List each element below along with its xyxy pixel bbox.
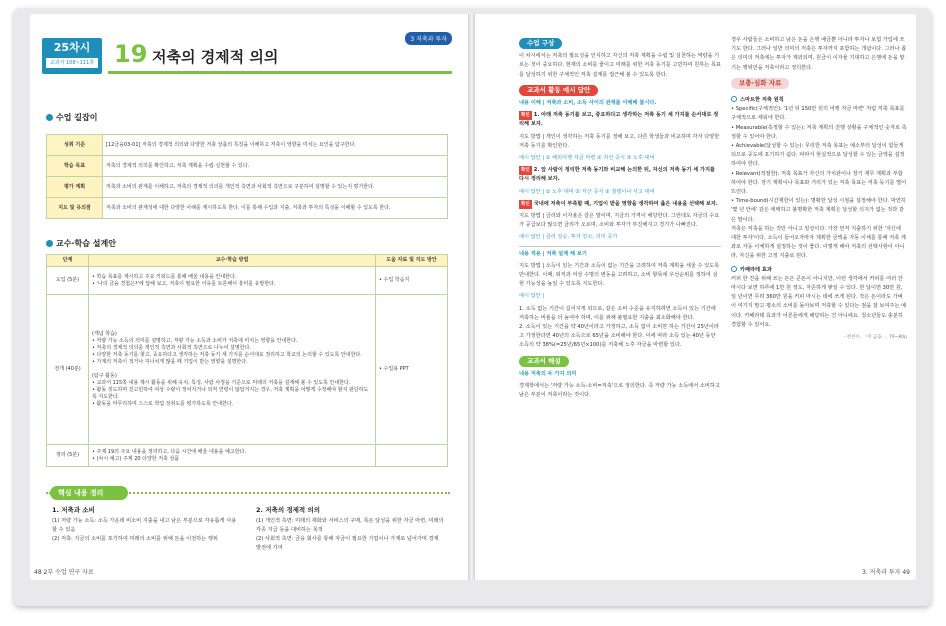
bullet-icon: [46, 114, 53, 121]
circle-icon: [731, 96, 737, 102]
summary-col-2: 2. 저축의 경제적 의의 (1) 개인적 측면: 미래의 재화와 서비스의 구매, 목돈 달성을 위한 자금 마련, 미래의 각종 지급 등을 대비하는 목적 (2) 사회적 측면: 금융 회사를 통해 자금이 필요한 기업이나 가계로 넘어가며 경제 발전에 기여: [256, 506, 444, 551]
goals-heading: 수업 길잡이: [46, 112, 97, 123]
table-row: 정리 (5분) • 주제 19의 주요 내용을 정리하고, 다음 시간에 배울 내용을 예고한다. • (차시 예고) 주제 20 다양한 저축 상품: [47, 445, 448, 467]
table-row: 도입 (5분) • 학습 목표를 제시하고 주요 키워드를 통해 배울 내용을 안내한다. • '나의 금융 경험은?'에 답해 보고, 저축이 필요한 이유를 토론해서 흥미를 유발한다. • 수업 학습지: [47, 267, 448, 295]
book-gutter: [468, 14, 475, 580]
answers-label: 교과서 활동 예시 답안: [519, 85, 598, 96]
right-footer: 3. 저축과 투자 49: [861, 569, 910, 576]
lesson-number: 25차시: [53, 41, 91, 54]
right-column-1: 수업 구상 이 차시에서는 저축의 필요성을 인식하고 자신의 저축 계획을 수립 및 실천하는 역량을 기르는 것이 중요하다. 현재의 소비를 줄이고 미래를 위한 저축 동기를 고민하여 원하는 목표를 달성하기 위한 구체적인 저축 설계를 접근해 볼 수 있도록 한다. 교과서 활동 예시 답안 내용 이해 | 저축과 소비, 소득 사이의 관계를 이해해 봅시다. 확인 1. 아래 저축 동기를 보고, 중요하다고 생각하는 저축 동기 세 가지를 순서대로 정리해 보자. 지도 방법 | 개인이 생각하는 저축 동기를 정해 보고, 다른 학생들과 비교하며 각자 다양한 저축 동기를 확인한다. 예시 답안 | ① 해외여행 자금 마련 ② 자산 증식 ③ 노후 대비 확인 2. 앞 사람이 정리한 저축 동기와 비교해 논의한 뒤, 자신의 저축 동기 세 가지를 다시 정리해 보자. 예시 답안 | ① 노후 대비 ② 자산 증식 ③ 질병이나 사고 대비 확인 국내에 저축이 부족할 때, 기업이 받을 영향을 생각하여 옳은 내용을 선택해 보자. 지도 방법 | 금리와 이자율은 같은 말이며, 지금의 가격이 해당한다. 그런데도 자금의 수요가 공급보다 많으면 금리가 오르며, 소비와 투자가 부진해지고 경기가 나빠진다. 예시 답안 | 금리 상승, 투자 감소, 의미 증가 내용 적용 | 저축 설계 해 보기 지도 방법 | 소득이 있는 기간과 소득이 없는 기간을 고려하여 저축 계획을 세울 수 있도록 안내한다. 이때, 퇴직과 여상 수명의 변동을 고려하고, 소비 항목에 우선순위를 정하여 실현 가능성을 높일 수 있도록 지도한다. 예시 답안 | 1. 소득 없는 기간이 길어지게 되므로, 같은 소비 수준을 유지하려면 소득이 있는 기간에 저축하는 비율을 더 높여야 하며, 이를 위해 불필요한 지출을 최소화해야 한다. 2. 소득이 있는 기간을 약 40년이라고 가정하고, 소득 없이 소비만 하는 기간이 25년이라고 가정한다면 40년의 소득으로 65년을 소비해야 한다. 이에 따라 소득 있는 40년 동안 소득의 약 38%(=25년/65년×100)를 저축해 노후 자금을 마련할 있다. 교과서 해설 내용 저축의 두 가지 의미 경제학에서는 '저량 가능 소득-소비=저축'으로 정의한다. 즉 저량 가능 소득에서 소비하고 남은 부분이 저축이라는 것이다.: [519, 39, 721, 399]
check-icon: 확인: [519, 166, 532, 175]
check-icon: 확인: [519, 111, 532, 120]
page-title: 저축의 경제적 의의: [152, 48, 279, 66]
subhead-smart: 스마트한 저축 원칙: [731, 96, 907, 105]
methods-heading: 교수·학습 설계안: [46, 238, 116, 249]
lesson-range: 교과서 108~111쪽: [46, 58, 98, 68]
methods-table: [46, 254, 448, 467]
supplement-label: 보충·심화 자료: [731, 78, 789, 89]
table-header-row: 단계 교수·학습 방법 도움 자료 및 지도 방안: [47, 255, 448, 267]
left-page: [30, 14, 468, 580]
table-row: 성취 기준 [12금융03-01] 저축의 경제적 의의와 다양한 저축 상품의 특징을 이해하고 저축이 영향을 미치는 요인을 탐구한다.: [47, 135, 448, 156]
summary-col-1: 1. 저축과 소비 (1) 저량 가능 소득: 소득 가운데 비소비 지출을 내고 남은 부분으로 자유롭게 사용할 수 있음 (2) 저축: 지금의 소비를 포기하여 미래의 소비를 위해 돈을 이전하는 행위: [52, 506, 237, 542]
table-row: 지도 및 유의점 저축과 소비의 관계성에 대한 다양한 사례를 제시하도록 한다. 이를 통해 수입과 지출, 저축과 투자의 특성을 이해할 수 있도록 한다.: [47, 198, 448, 219]
subhead-latte: 카페라테 효과: [731, 266, 907, 275]
bullet-icon: [46, 240, 53, 247]
table-row: 학습 목표 저축의 경제적 의의를 확인하고, 저축 계획을 수립·실천할 수 있다.: [47, 156, 448, 177]
circle-icon: [731, 266, 737, 272]
table-row: 평가 계획 저축과 소비의 관계를 이해하고, 저축의 경제적 의의를 개인적 측면과 사회적 측면으로 구분하여 설명할 수 있는지 평가한다.: [47, 177, 448, 198]
summary-box: [46, 492, 450, 562]
title-bar: [108, 38, 452, 74]
right-column-2: 경우 사람들은 소비하고 남은 돈을 은행 예금뿐 아니라 투자나 보험 가입에 쓰기도 한다. 그러나 일반 의미의 저축은 투자까지 포함하는 개념이다. 그러나 좁은 의미의 저축에는 투자가 제외되며, 원금이 이자율 기대하고 은행에 돈을 맡기는 행위만을 저축이라고 정의한다. 보충·심화 자료 스마트한 저축 원칙 • Specific(구체적인): '1년 뒤 150만 원의 여행 자금 마련' 처럼 저축 목표를 구체적으로 세워야 한다. • Measurable(측정할 수 있는): 저축 계획의 진행 상황을 구체적인 숫자로 측정할 수 있어야 한다. • Achievable(달성할 수 있는): 무리한 저축 목표는 예소부터 달성이 힘들게 되므로 중도에 포기하기 쉽다. 따라서 현실적으로 달성할 수 있는 금액을 설정하여야 한다. • Relevant(적절한): 저축 목표가 자신의 가치관이나 장기 재무 계획과 부합하여야 한다. 장기 계획이나 목표와 거리가 있는 저축 목표는 저축 동기를 떨어뜨린다. • Time-bound(시간제한이 있는): 명확한 달성 시점을 설정해야 한다. 막연히 '몇 년 안에' 같은 애매하고 불명확한 저축 계획은 달성할 의지가 없는 것과 같은 말이다. 저축은 저축을 하는 것만 아니고 일상이다. 가장 먼저 지출하기 위한 '자신에 대한 투자'이다. 소득이 들어오자마자 계획한 금액을 자동 이체를 통해 저축 계좌로 자동 이체하게 설정하는 것이 좋다. 이렇게 해야 저축의 선택사항이 아니라, 자신을 위한 고정 지출로 된다. 카페라테 효과 커피 한 잔을 위해 쓰는 돈은 큰돈이 아니지만, 이런 생각에서 커피를 여러 잔 마시다 보면 하루에 1만 원 정도, 자존하게 쌓일 수 있다. 한 달이면 30만 원, 일 년이면 무려 360만 원을 커피 마시는 데에 쓰게 된다. 작은 돈이라도 가벼이 여기지 말고 평소의 소비를 돌아보며 저축할 수 있다는 점을 잘 보여주는 예이다. 카페라테 효과가 어른들에게 해당하는 건 아니에요. 청소년들도 충분히 경험할 수 있어요. - 천천수, 「이 금융」, 79~80p: [731, 37, 907, 341]
goals-table: [46, 134, 448, 219]
summary-label: 핵심 내용 정리: [50, 486, 128, 500]
topic-number: 19: [114, 40, 148, 68]
textbook-label: 교과서 해설: [519, 356, 569, 367]
right-page: [475, 14, 916, 580]
plan-label: 수업 구상: [519, 38, 562, 49]
lesson-badge: [42, 38, 102, 74]
divider: [519, 246, 721, 247]
table-row: 전개 (40분) (개념 학습) • 저량 가능 소득의 의미를 설명하고, 저량 가능 소득과 소비가 저축에 미치는 영향을 안내한다. • 저축의 경제적 의의를 개인적 측면과 사회적 측면으로 나누어 설명한다. • 다양한 저축 동기를 찾고, 중요하다고 생각하는 저축 동기 세 가지를 순서대로 정리하고 학교의 논의할 수 있도록 안내한다. • 가계의 저축이 적거나 지나치게 많을 때 기업이 받는 영향을 설명한다. (탐구 활동) • 교과서 115쪽 내용 제시 활동을 위해 유치, 특징, 사람 사정을 기준으로 미래의 저축을 설계해 볼 수 있도록 안내한다. • 활동 짓도하며 친고민하여 여상 수량이 정어지거나 되직 연령이 않답겨지는 경우, 저축 계획을 어떻게 수정해야 할지 판단하도록 지도한다. • 활동을 마무리하며 스스로 학업 성취도를 평가하도록 안내한다. • 수업용 PPT: [47, 295, 448, 445]
left-footer: 48 2부 수업 연구 자료: [34, 569, 94, 576]
check-icon: 확인: [519, 200, 532, 209]
unit-tag: 3 저축과 투자: [405, 32, 452, 45]
